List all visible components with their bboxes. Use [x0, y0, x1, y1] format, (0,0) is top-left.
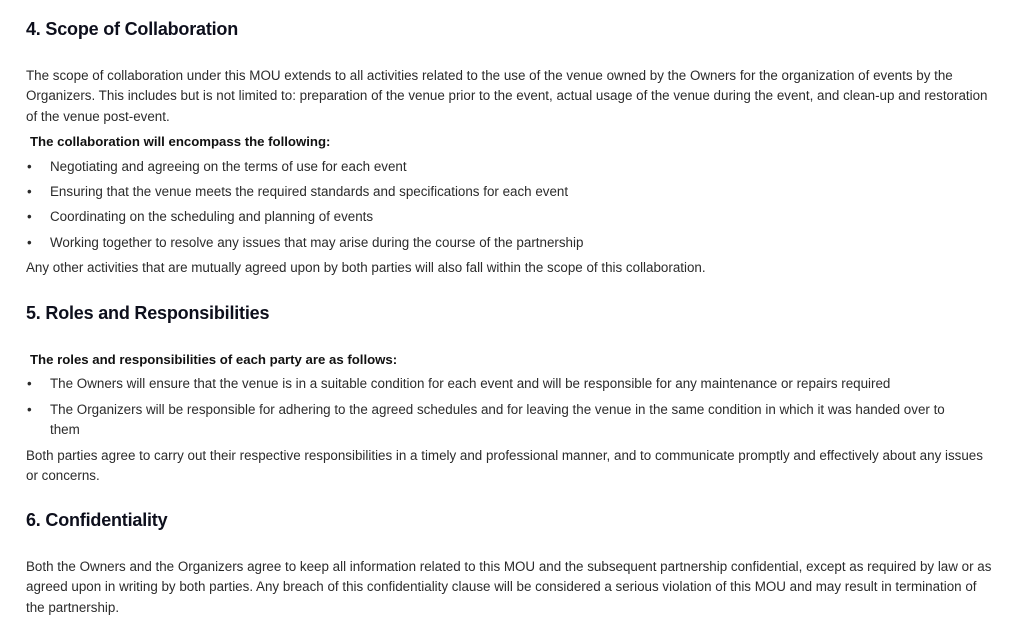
section-heading-confidentiality: 6. Confidentiality [26, 510, 168, 530]
section-heading-roles: 5. Roles and Responsibilities [26, 303, 270, 323]
bullet-icon: • [27, 376, 32, 391]
list-item: • Ensuring that the venue meets the required standards and specifications for each event [26, 182, 976, 202]
bullet-icon: • [27, 159, 32, 174]
bullet-icon: • [27, 235, 32, 250]
list-item: • Working together to resolve any issues that may arise during the course of the partnership [26, 233, 976, 253]
section-paragraph-scope-closing: Any other activities that are mutually agreed upon by both parties will also fall within the scope of this collaboration. [26, 260, 706, 275]
bullet-icon: • [27, 184, 32, 199]
section-lead-scope: The collaboration will encompass the following: [30, 134, 331, 149]
list-item: • The Owners will ensure that the venue is in a suitable condition for each event and will be responsible for any maintenance or repairs required [26, 374, 976, 394]
list-item: • Coordinating on the scheduling and planning of events [26, 207, 976, 227]
section-paragraph-roles-closing: Both parties agree to carry out their respective responsibilities in a timely and professional manner, and to communicate promptly and effectively about any issues or concerns. [26, 448, 983, 484]
bullet-icon: • [27, 209, 32, 224]
list-item: • Negotiating and agreeing on the terms of use for each event [26, 157, 976, 177]
section-lead-roles: The roles and responsibilities of each party are as follows: [30, 352, 398, 367]
section-paragraph-confidentiality: Both the Owners and the Organizers agree to keep all information related to this MOU and the subsequent partnership confidential, except as required by law or as agreed upon in writing by both parties. Any breach of this confidentiality clause will be considered a serious violation of this MOU and may result in termination of the partnership. [26, 559, 992, 615]
list-item: • The Organizers will be responsible for adhering to the agreed schedules and for leaving the venue in the same condition in which it was handed over to them [27, 402, 945, 438]
section-paragraph-scope-intro: The scope of collaboration under this MOU extends to all activities related to the use of the venue owned by the Owners for the organization of events by the Organizers. This includes but is not limited to: preparation of the venue prior to the event, actual usage of the venue during the event, and clean-up and restoration of the venue post-event. [26, 68, 988, 124]
bullet-icon: • [27, 402, 32, 417]
section-heading-scope: 4. Scope of Collaboration [26, 19, 239, 39]
